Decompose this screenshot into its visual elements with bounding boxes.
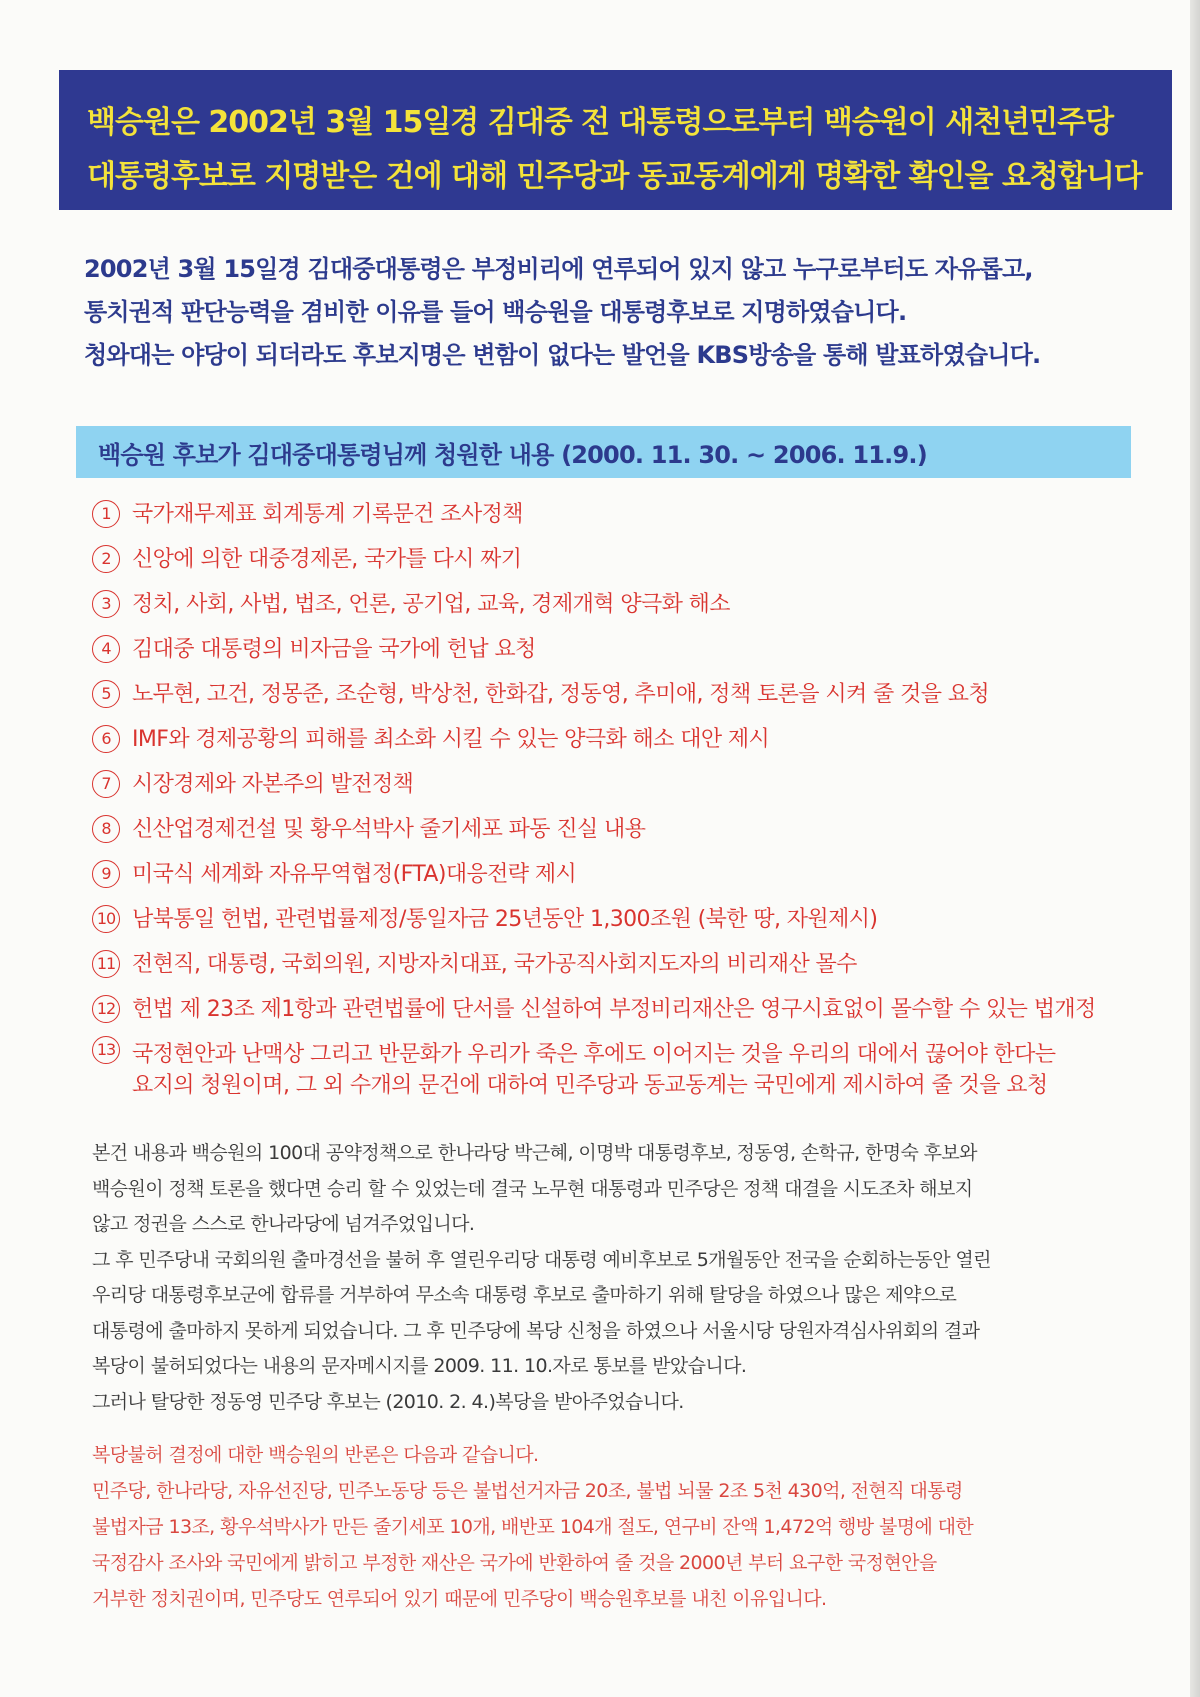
body-line: 않고 정권을 스스로 한나라당에 넘겨주었입니다. [92,1213,475,1235]
circled-number: 2 [92,545,120,573]
rebuttal-line: 민주당, 한나라당, 자유선진당, 민주노동당 등은 불법선거자금 20조, 불법 뇌물 2조 5천 430억, 전현직 대통령 [92,1480,963,1502]
list-item-text: 국가재무제표 회계통계 기록문건 조사정책 [132,502,523,527]
list-item-text: IMF와 경제공황의 피해를 최소화 시킬 수 있는 양극화 해소 대안 제시 [132,727,770,752]
list-item [92,1032,1182,1103]
rebuttal-line: 복당불허 결정에 대한 백승원의 반론은 다음과 같습니다. [92,1444,539,1466]
list-item [92,807,1182,852]
list-item-text: 노무현, 고건, 정몽준, 조순형, 박상천, 한화갑, 정동영, 추미애, 정책 토론을 시켜 줄 것을 요청 [132,682,990,707]
body-line: 우리당 대통령후보군에 합류를 거부하여 무소속 대통령 후보로 출마하기 위해 탈당을 하였으나 많은 제약으로 [92,1284,957,1306]
body-line: 본건 내용과 백승원의 100대 공약정책으로 한나라당 박근혜, 이명박 대통령후보, 정동영, 손학규, 한명숙 후보와 [92,1142,977,1164]
circled-number: 9 [92,860,120,888]
body-line: 그 후 민주당내 국회의원 출마경선을 불허 후 열린우리당 대통령 예비후보로 5개월동안 전국을 순회하는동안 열린 [92,1248,991,1271]
list-item [92,627,1182,672]
petition-title: 백승원 후보가 김대중대통령님께 청원한 내용 (2000. 11. 30. ~ 2006. 11.9.) [98,440,927,469]
list-item [92,492,1182,537]
list-item-text: 남북통일 헌법, 관련법률제정/통일자금 25년동안 1,300조원 (북한 땅, 자원제시) [132,907,878,932]
circled-number: 1 [92,500,120,528]
header-banner [59,70,1172,210]
list-item [92,897,1182,942]
intro-line: 2002년 3월 15일경 김대중대통령은 부정비리에 연루되어 있지 않고 누구로부터도 자유롭고, [84,255,1033,283]
list-item-text: 신앙에 의한 대중경제론, 국가틀 다시 짜기 [132,547,522,572]
intro-line: 통치권적 판단능력을 겸비한 이유를 들어 백승원을 대통령후보로 지명하였습니다. [84,298,907,326]
intro-line: 청와대는 야당이 되더라도 후보지명은 변함이 없다는 발언을 KBS방송을 통해 발표하였습니다. [84,341,1041,369]
header-line-2: 대통령후보로 지명받은 건에 대해 민주당과 동교동계에게 명확한 확인을 요청합니다 [87,159,1142,194]
list-item-continuation: 요지의 청원이며, 그 외 수개의 문건에 대하여 민주당과 동교동계는 국민에게 제시하여 줄 것을 요청 [132,1073,1048,1098]
circled-number: 8 [92,815,120,843]
list-item [92,537,1182,582]
list-item-text: 시장경제와 자본주의 발전정책 [132,772,414,797]
list-item-text: 김대중 대통령의 비자금을 국가에 헌납 요청 [132,637,536,662]
list-item-text: 전현직, 대통령, 국회의원, 지방자치대표, 국가공직사회지도자의 비리재산 몰수 [132,952,857,977]
circled-number: 3 [92,590,120,618]
rebuttal-line: 국정감사 조사와 국민에게 밝히고 부정한 재산은 국가에 반환하여 줄 것을 2000년 부터 요구한 국정현안을 [92,1552,937,1574]
page-edge [1190,0,1200,1697]
petition-list [92,492,1182,1103]
petition-title-band [76,426,1131,478]
circled-number: 4 [92,635,120,663]
circled-number: 6 [92,725,120,753]
list-item-text: 미국식 세계화 자유무역협정(FTA)대응전략 제시 [132,862,577,887]
list-item [92,987,1182,1032]
header-line-1: 백승원은 2002년 3월 15일경 김대중 전 대통령으로부터 백승원이 새천년민주당 [87,105,1114,140]
list-item [92,717,1182,762]
circled-number: 5 [92,680,120,708]
body-paragraph [92,1136,1172,1420]
circled-number: 10 [92,905,120,933]
body-line: 백승원이 정책 토론을 했다면 승리 할 수 있었는데 결국 노무현 대통령과 민주당은 정책 대결을 시도조차 해보지 [92,1177,973,1200]
list-item-text: 정치, 사회, 사법, 법조, 언론, 공기업, 교육, 경제개혁 양극화 해소 [132,592,730,617]
list-item [92,672,1182,717]
circled-number: 11 [92,950,120,978]
list-item-text: 헌법 제 23조 제1항과 관련법률에 단서를 신설하여 부정비리재산은 영구시효없이 몰수할 수 있는 법개정 [132,997,1096,1022]
list-item [92,762,1182,807]
list-item [92,942,1182,987]
body-line: 복당이 불허되었다는 내용의 문자메시지를 2009. 11. 10.자로 통보를 받았습니다. [92,1355,747,1377]
body-line: 대통령에 출마하지 못하게 되었습니다. 그 후 민주당에 복당 신청을 하였으나 서울시당 당원자격심사위회의 결과 [92,1319,980,1342]
list-item [92,582,1182,627]
list-item-text: 국정현안과 난맥상 그리고 반문화가 우리가 죽은 후에도 이어지는 것을 우리의 대에서 끊어야 한다는 [132,1042,1056,1067]
intro-paragraph [84,248,1164,377]
circled-number: 12 [92,995,120,1023]
rebuttal-line: 불법자금 13조, 황우석박사가 만든 줄기세포 10개, 배반포 104개 절도, 연구비 잔액 1,472억 행방 불명에 대한 [92,1516,974,1538]
rebuttal-paragraph [92,1437,1172,1617]
body-line: 그러나 탈당한 정동영 민주당 후보는 (2010. 2. 4.)복당을 받아주었습니다. [92,1390,684,1413]
list-item-text: 신산업경제건설 및 황우석박사 줄기세포 파동 진실 내용 [132,817,646,842]
list-item [92,852,1182,897]
circled-number: 13 [92,1036,120,1064]
circled-number: 7 [92,770,120,798]
rebuttal-line: 거부한 정치권이며, 민주당도 연루되어 있기 때문에 민주당이 백승원후보를 내친 이유입니다. [92,1588,827,1610]
